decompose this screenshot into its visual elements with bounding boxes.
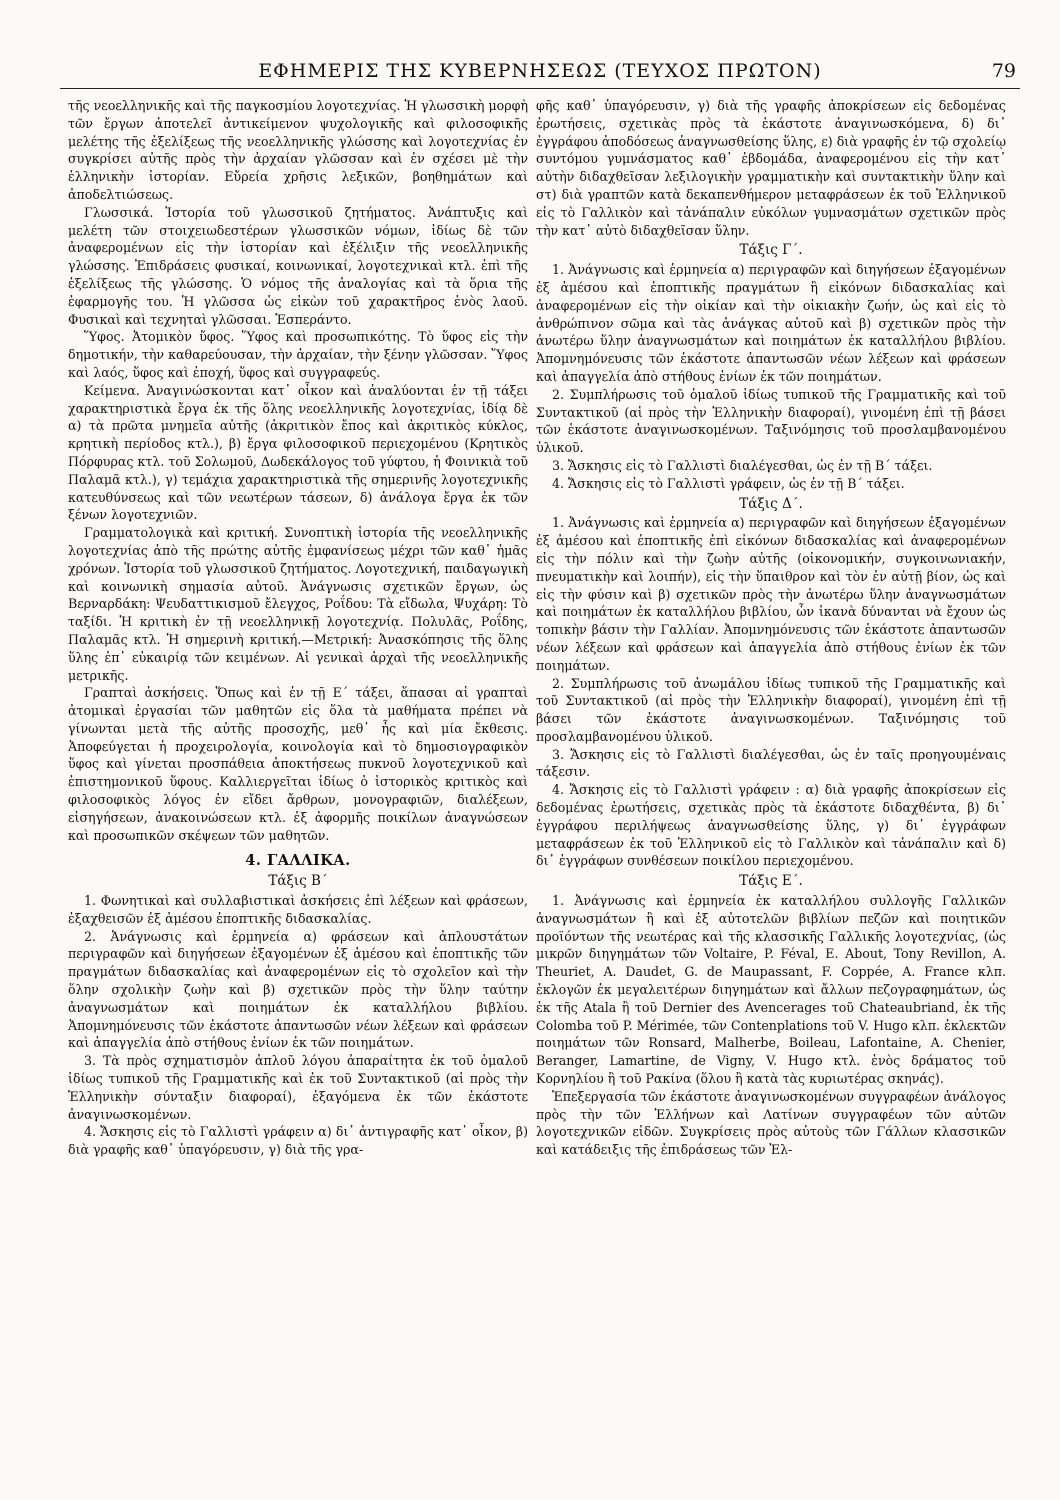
class-heading: Τάξις Γ´. (739, 242, 803, 259)
list-item: 2. Ἀνάγνωσις καὶ ἑρμηνεία α) φράσεων καὶ ἁπλουστάτων περιγραφῶν καὶ διηγήσεων ἐξαγομένων ἐξ ἀμέσου καὶ ἐποπτικῆς τῶν πραγμάτων διδασκαλίας καὶ ἀναφερομένων εἰς τὸ σχολεῖον καὶ τὴν ὅλην σχολικὴν ζωὴν καὶ β) σχετικῶν πρὸς τὴν ὕλην ταύτην ἀναγνωσμάτων καὶ ποιημάτων ἐκ καταλλήλου βιβλίου. Ἀπομνημόνευσις τῶν ἑκάστοτε ἀπαντωσῶν νέων λέξεων καὶ φράσεων καὶ ἀπαγγελία ἀπὸ στήθους ἐνίων ἐκ τῶν ποιημάτων. (68, 928, 528, 1051)
paragraph: τῆς νεοελληνικῆς καὶ τῆς παγκοσμίου λογοτεχνίας. Ἡ γλωσσικὴ μορφὴ τῶν ἔργων ἀποτελεῖ ἀντικείμενον ψυχολογικῆς καὶ φιλοσοφικῆς μελέτης τῆς ἐξελίξεως τῆς νεοελληνικῆς γλώσσης καὶ λογοτεχνίας ἐν συγκρίσει αὐτῆς πρὸς τὴν ἀρχαίαν γλῶσσαν καὶ ἐν σχέσει μὲ τὴν ἑλληνικὴν ἱστορίαν. Εὔρεία χρῆσις λεξικῶν, βοηθημάτων καὶ ἀποδελτιώσεως. (68, 98, 528, 202)
section-heading: 4. ΓΑΛΛΙΚΑ. (245, 852, 351, 870)
list-item: 4. Ἄσκησις εἰς τὸ Γαλλιστὶ γράφειν α) δι᾽ ἀντιγραφῆς κατ᾽ οἶκον, β) διὰ γραφῆς καθ᾽ ὑπαγόρευσιν, γ) διὰ τῆς γρα- (68, 1124, 528, 1158)
list-item: 1. Ἀνάγνωσις καὶ ἑρμηνεία α) περιγραφῶν καὶ διηγήσεων ἐξαγομένων ἐξ ἀμέσου καὶ ἐποπτικῆς ἐπὶ εἰκόνων διδασκαλίας καὶ ἀναφερομένων εἰς τὴν πόλιν καὶ τὴν ζωὴν αὐτῆς (οἰκονομικήν, συγκοινωνιακήν, πνευματικὴν καὶ λοιπήν), εἰς τὴν ὕπαιθρον καὶ τὸν ἐν αὐτῇ βίον, ὡς καὶ εἰς τὴν φύσιν καὶ β) σχετικῶν πρὸς τὴν ἀνωτέρω ὕλην ἀναγνωσμάτων καὶ ποιημάτων ἐκ καταλλήλου βιβλίου, ὧν ἱκανὰ δύνανται νὰ ἔχουν ὡς τοπικὴν βάσιν τὴν Γαλλίαν. Ἀπομνημόνευσις τῶν ἑκάστοτε ἀπαντωσῶν νέων λέξεων καὶ φράσεων καὶ ἀπαγγελία ἀπὸ στήθους ἐνίων ἐκ τῶν ποιημάτων. (536, 515, 1006, 673)
list-item: 3. Τὰ πρὸς σχηματισμὸν ἁπλοῦ λόγου ἀπαραίτητα ἐκ τοῦ ὁμαλοῦ ἰδίως τυπικοῦ τῆς Γραμματικῆς καὶ ἐκ τοῦ Συντακτικοῦ (αἱ πρὸς τὴν Ἑλληνικὴν σύνταξιν διαφοραί), ἐξαγόμενα ἐκ τῶν ἑκάστοτε ἀναγινωσκομένων. (68, 1053, 528, 1122)
class-heading: Τάξις Ε´. (739, 873, 803, 890)
page-number: 79 (991, 60, 1016, 82)
list-item: 4. Ἄσκησις εἰς τὸ Γαλλιστὶ γράφειν, ὡς ἐν τῇ Β´ τάξει. (552, 475, 905, 491)
left-column (68, 97, 528, 1159)
paragraph: Γλωσσικά. Ἱστορία τοῦ γλωσσικοῦ ζητήματος. Ἀνάπτυξις καὶ μελέτη τῶν στοιχειωδεστέρων γλωσσικῶν νόμων, ἰδίως δὲ τῶν ἀναφερομένων εἰς τὴν ἱστορίαν καὶ ἐξέλιξιν τῆς νεοελληνικῆς γλώσσης. Ἐπιδράσεις φυσικαί, κοινωνικαί, λογοτεχνικαὶ κτλ. ἐπὶ τῆς ἐξελίξεως τῆς γλώσσης. Ὁ νόμος τῆς ἀναλογίας καὶ τὰ ὅρια τῆς ἐφαρμογῆς του. Ἡ γλῶσσα ὡς εἰκὼν τοῦ χαρακτῆρος ἑνὸς λαοῦ. Φυσικαὶ καὶ τεχνηταὶ γλῶσσαι. Ἐσπεράντο. (68, 204, 528, 327)
paragraph: Ὕφος. Ἀτομικὸν ὕφος. Ὕφος καὶ προσωπικότης. Τὸ ὕφος εἰς τὴν δημοτικήν, τὴν καθαρεύουσαν, τὴν ἀρχαίαν, τὴν ξένην γλῶσσαν. Ὕφος καὶ λαός, ὕφος καὶ ἐποχή, ὕφος καὶ συγγραφεύς. (68, 329, 528, 380)
list-item: 3. Ἄσκησις εἰς τὸ Γαλλιστὶ διαλέγεσθαι, ὡς ἐν τῇ Β´ τάξει. (552, 457, 933, 473)
class-heading: Τάξις Δ´. (739, 495, 803, 512)
paragraph: Κείμενα. Ἀναγινώσκονται κατ᾽ οἶκον καὶ ἀναλύονται ἐν τῇ τάξει χαρακτηριστικὰ ἔργα ἐκ τῆς ὅλης νεοελληνικῆς λογοτεχνίας, ἰδίᾳ δὲ α) τὰ πρῶτα μνημεῖα αὐτῆς (ἀκριτικὸν ἔπος καὶ ἀκριτικὸς κύκλος, κρητικὴ περίοδος κτλ.), β) ἔργα φιλοσοφικοῦ περιεχομένου (Κρητικὸς Πόρφυρας κτλ. τοῦ Σολωμοῦ, Δωδεκάλογος τοῦ γύφτου, ἡ Φοινικιὰ τοῦ Παλαμᾶ κτλ.), γ) τεμάχια χαρακτηριστικὰ τῆς σημερινῆς λογοτεχνικῆς κατευθύνσεως καὶ τῶν νεωτέρων τάσεων, δ) ἀνάλογα ἔργα ἐκ τῶν ξένων λογοτεχνιῶν. (68, 382, 528, 523)
class-heading: Τάξις Β´ (268, 873, 328, 890)
paragraph: Γραπταὶ ἀσκήσεις. Ὅπως καὶ ἐν τῇ Ε´ τάξει, ἅπασαι αἱ γραπταὶ ἀτομικαὶ ἐργασίαι τῶν μαθητῶν εἰς ὅλα τὰ μαθήματα πρέπει νὰ γίνωνται μετὰ τῆς αὐτῆς προσοχῆς, μεθ᾽ ἧς καὶ μία ἔκθεσις. Ἀποφεύγεται ἡ προχειρολογία, κοινολογία καὶ τὸ δημοσιογραφικὸν ὕφος καὶ γίνεται προσπάθεια ἀποκτήσεως πυκνοῦ λογοτεχνικοῦ καὶ ἐπιστημονικοῦ ὕφους. Καλλιεργεῖται ἰδίως ὁ ἱστορικὸς κριτικὸς καὶ φιλοσοφικὸς λόγος ἐν εἴδει ἄρθρων, μονογραφιῶν, διαλέξεων, εἰσηγήσεων, ἀνακοινώσεων κτλ. ἐξ ἀφορμῆς ποικίλων ἀναγνώσεων καὶ προσωπικῶν σκέψεων τῶν μαθητῶν. (68, 685, 528, 843)
list-item: 4. Ἄσκησις εἰς τὸ Γαλλιστὶ γράφειν : α) διὰ γραφῆς ἀποκρίσεων εἰς δεδομένας ἐρωτήσεις, σχετικὰς πρὸς τὰ ἑκάστοτε διδαχθέντα, β) δι᾽ ἐγγράφου περιλήψεως ἀναγνωσθείσης ὕλης, γ) δι᾽ ἐγγράφων μεταφράσεων ἐκ τοῦ Ἑλληνικοῦ εἰς τὸ Γαλλικὸν καὶ τἀνάπαλιν καὶ δ) δι᾽ ἐγγράφων συνθέσεων ποικίλου περιεχομένου. (536, 782, 1006, 869)
list-item: 1. Φωνητικαὶ καὶ συλλαβιστικαὶ ἀσκήσεις ἐπὶ λέξεων καὶ φράσεων, ἐξαχθεισῶν ἐξ ἀμέσου ἐποπτικῆς διδασκαλίας. (68, 893, 528, 926)
paragraph: Ἐπεξεργασία τῶν ἑκάστοτε ἀναγινωσκομένων συγγραφέων ἀνάλογος πρὸς τὴν τῶν Ἑλλήνων καὶ Λατίνων συγγραφέων τῶν αὐτῶν λογοτεχνικῶν εἰδῶν. Συγκρίσεις πρὸς αὐτοὺς τῶν Γάλλων κλασσικῶν καὶ κατάδειξις τῆς ἐπιδράσεως τῶν Ἑλ- (536, 1088, 1006, 1158)
list-item: 2. Συμπλήρωσις τοῦ ἀνωμάλου ἰδίως τυπικοῦ τῆς Γραμματικῆς καὶ τοῦ Συντακτικοῦ (αἱ πρὸς τὴν Ἑλληνικὴν διαφοραί), γινομένη ἐπὶ τῇ βάσει τῶν ἑκάστοτε ἀναγινωσκομένων. Ταξινόμησις τοῦ προσλαμβανομένου ὑλικοῦ. (536, 675, 1006, 744)
list-item: 1. Ἀνάγνωσις καὶ ἑρμηνεία α) περιγραφῶν καὶ διηγήσεων ἐξαγομένων ἐξ ἀμέσου καὶ ἐποπτικῆς πραγμάτων ἢ εἰκόνων διδασκαλίας καὶ ἀναφερομένων εἰς τὴν οἰκίαν καὶ τὴν οἰκιακὴν ζωήν, ὡς καὶ εἰς τὸ ἀνθρώπινον σῶμα καὶ τὰς ἀνάγκας αὐτοῦ καὶ β) σχετικῶν πρὸς τὴν ἀνωτέρω ὕλην ἀναγνωσμάτων καὶ ποιημάτων ἐκ καταλλήλου βιβλίου. Ἀπομνημόνευσις τῶν ἑκάστοτε ἀπαντωσῶν νέων λέξεων καὶ φράσεων καὶ ἀπαγγελία ἀπὸ στήθους ἐνίων ἐκ τῶν ποιημάτων. (536, 262, 1006, 384)
list-item: 1. Ἀνάγνωσις καὶ ἑρμηνεία ἐκ καταλλήλου συλλογῆς Γαλλικῶν ἀναγνωσμάτων ἢ καὶ ἐξ αὐτοτελῶν βιβλίων πεζῶν καὶ ποιητικῶν προϊόντων τῆς νεωτέρας καὶ τῆς κλασσικῆς Γαλλικῆς λογοτεχνίας, (ὡς μικρῶν διηγημάτων τῶν Voltaire, P. Féval, E. About, Tony Revillon, A. Theuriet, A. Daudet, G. de Maupassant, F. Coppée, A. France κλπ. ἐκλογῶν ἐκ μεγαλειτέρων διηγημάτων καὶ ἄλλων πεζογραφημάτων, ὡς ἐκ τῆς Atala ἢ τοῦ Dernier des Avencerages τοῦ Chateaubriand, ἐκ τῆς Colomba τοῦ P. Mérimée, τῶν Contenplations τοῦ V. Hugo κλπ. ἐκλεκτῶν ποιημάτων τῶν Ronsard, Malherbe, Boileau, Lafontaine, A. Chenier, Beranger, Lamartine, de Vigny, V. Hugo κτλ. ἑνὸς δράματος τοῦ Κορνηλίου ἢ τοῦ Ρακίνα (ὅλου ἢ κατὰ τὰς κυριωτέρας σκηνάς). (536, 893, 1006, 1087)
list-item: 2. Συμπλήρωσις τοῦ ὁμαλοῦ ἰδίως τυπικοῦ τῆς Γραμματικῆς καὶ τοῦ Συντακτικοῦ (αἱ πρὸς τὴν Ἑλληνικὴν διαφοραί), γινομένη ἐπὶ τῇ βάσει τῶν ἑκάστοτε ἀναγινωσκομένων. Ταξινόμησις τοῦ προσλαμβανομένου ὑλικοῦ. (536, 386, 1006, 456)
list-item: 3. Ἄσκησις εἰς τὸ Γαλλιστὶ διαλέγεσθαι, ὡς ἐν ταῖς προηγουμέναις τάξεσιν. (536, 746, 1006, 780)
paragraph: φῆς καθ᾽ ὑπαγόρευσιν, γ) διὰ τῆς γραφῆς ἀποκρίσεων εἰς δεδομένας ἐρωτήσεις, σχετικὰς πρὸς τὰ ἑκάστοτε ἀναγινωσκόμενα, δ) δι᾽ ἐγγράφου ἀποδόσεως ἀναγνωσθείσης ὕλης, ε) διὰ γραφῆς ἐν τῷ σχολείῳ συντόμου γυμνάσματος καθ᾽ ἑβδομάδα, ἀναφερομένου εἰς τὴν κατ᾽ αὐτὴν διδαχθεῖσαν λεξιλογικὴν γραμματικὴν καὶ συντακτικὴν ὕλην καὶ στ) διὰ γραπτῶν κατὰ δεκαπενθήμερον μεταφράσεων ἐκ τοῦ Ἑλληνικοῦ εἰς τὸ Γαλλικὸν καὶ τἀνάπαλιν εὐκόλων γυμνασμάτων σχετικῶν πρὸς τὴν κατ᾽ αὐτὸ διδαχθεῖσαν ὕλην. (536, 98, 1006, 238)
paragraph: Γραμματολογικὰ καὶ κριτική. Συνοπτικὴ ἱστορία τῆς νεοελληνικῆς λογοτεχνίας ἀπὸ τῆς πρώτης αὐτῆς ἐμφανίσεως μέχρι τῶν καθ᾽ ἡμᾶς χρόνων. Ἱστορία τοῦ γλωσσικοῦ ζητήματος. Λογοτεχνική, παιδαγωγικὴ καὶ κοινωνικὴ σημασία αὐτοῦ. Ἀνάγνωσις σχετικῶν ἔργων, ὡς Βερναρδάκη: Ψευδαττικισμοῦ ἔλεγχος, Ροΐδου: Τὰ εἴδωλα, Ψυχάρη: Τὸ ταξίδι. Ἡ κριτικὴ ἐν τῇ νεοελληνικῇ λογοτεχνίᾳ. Πολυλᾶς, Ροΐδης, Παλαμᾶς κτλ. Ἡ σημερινὴ κριτική.—Μετρική: Ἀνασκόπησις τῆς ὅλης ὕλης ἐπ᾽ εὐκαιρίᾳ τῶν κειμένων. Αἱ γενικαὶ ἀρχαὶ τῆς νεοελληνικῆς μετρικῆς. (68, 525, 528, 683)
page-header (60, 58, 1020, 89)
running-head: ΕΦΗΜΕΡΙΣ ΤΗΣ ΚΥΒΕΡΝΗΣΕΩΣ (ΤΕΥΧΟΣ ΠΡΩΤΟΝ) (258, 60, 822, 82)
right-column (536, 97, 1006, 1159)
